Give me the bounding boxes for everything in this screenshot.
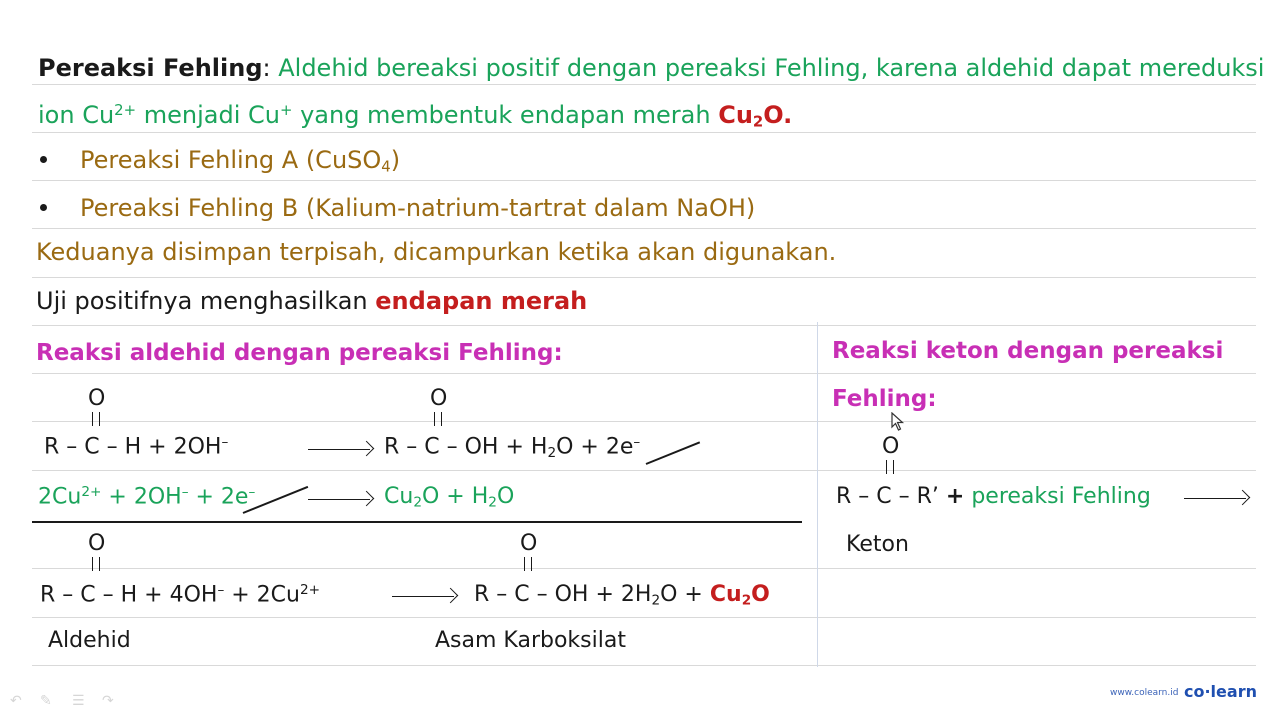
bullet-fehling-a: Pereaksi Fehling A (CuSO$_4$) [80, 146, 401, 176]
aldehyde-heading: Reaksi aldehid dengan pereaksi Fehling: [36, 340, 563, 366]
positive-test-line: Uji positifnya menghasilkan endapan merah [36, 287, 588, 315]
rule-line [32, 277, 1256, 278]
label-carboxylic-acid: Asam Karboksilat [435, 628, 626, 653]
double-bond [92, 557, 100, 571]
intro-line-2: ion $Cu^{2+}$ menjadi Cu+ yang membentuk endapan merah $Cu_2O$. [38, 101, 793, 131]
carbonyl-oxygen: O [520, 531, 538, 556]
ketone-heading-line-2: Fehling: [832, 386, 937, 412]
ketone-reaction: R – C – R’ + pereaksi Fehling [836, 484, 1151, 509]
storage-note: Keduanya disimpan terpisah, dicampurkan ketika akan digunakan. [36, 238, 837, 266]
intro-label: Pereaksi Fehling [38, 54, 263, 82]
reaction-2-reactants: $2Cu^{2+} + 2OH^- + 2e^-$ [38, 484, 256, 510]
intro-line-1: Pereaksi Fehling: Aldehid bereaksi positif dengan pereaksi Fehling, karena aldehid dapat mereduksi [38, 54, 1265, 82]
double-bond [524, 557, 532, 571]
bullet-dot [40, 156, 47, 163]
reaction-3-reactants: $R - C - H + 4OH^- + 2Cu^{2+}$ [40, 582, 321, 608]
rule-line [32, 180, 1256, 181]
rule-line [32, 421, 1256, 422]
rule-line [32, 373, 1256, 374]
double-bond [434, 412, 442, 426]
ketone-heading-line-1: Reaksi keton dengan pereaksi [832, 338, 1224, 364]
bullet-fehling-b: Pereaksi Fehling B (Kalium-natrium-tartrat dalam NaOH) [80, 194, 756, 222]
reaction-1-products: R – C – OH + $H_2O + 2e^-$ [384, 434, 641, 461]
pencil-icon[interactable]: ✎ [40, 693, 52, 709]
reaction-1-reactants: R – C – H + 2OH– [44, 434, 229, 460]
intro-text: Aldehid bereaksi positif dengan pereaksi Fehling, karena aldehid dapat mereduksi [270, 54, 1265, 82]
rule-line [32, 470, 1256, 471]
footer-url: www.colearn.id [1110, 688, 1179, 698]
rule-line [32, 325, 1256, 326]
rule-line [32, 568, 1256, 569]
rule-line [32, 617, 1256, 618]
carbonyl-oxygen: O [88, 531, 106, 556]
cancel-strike [646, 441, 701, 465]
double-bond [92, 412, 100, 426]
column-divider [817, 322, 818, 667]
positive-highlight: endapan merah [375, 287, 588, 315]
carbonyl-oxygen: O [430, 386, 448, 411]
mouse-cursor-icon [891, 412, 905, 432]
reaction-arrow [392, 596, 454, 597]
menu-icon[interactable]: ☰ [72, 693, 85, 709]
brand-logo: co·learn [1184, 682, 1257, 701]
bullet-dot [40, 204, 47, 211]
red-precipitate-formula: $Cu_2O$. [718, 101, 793, 131]
rule-line [32, 665, 1256, 666]
reaction-arrow [308, 449, 370, 450]
rule-line [32, 132, 1256, 133]
carbonyl-oxygen: O [882, 434, 900, 459]
carbonyl-oxygen: O [88, 386, 106, 411]
label-ketone: Keton [846, 532, 909, 557]
rule-line [32, 228, 1256, 229]
sum-line [32, 521, 802, 523]
reaction-2-products: $Cu_2O + H_2O$ [384, 484, 515, 511]
reaction-arrow [308, 499, 370, 500]
reaction-3-products: R – C – OH + $2H_2O + Cu_2O$ [474, 582, 770, 609]
label-aldehyde: Aldehid [48, 628, 131, 653]
red-precipitate-formula: $Cu_2O$ [709, 582, 770, 609]
reaction-arrow [1184, 498, 1246, 499]
pen-tool-icon[interactable]: ↶ [10, 693, 22, 709]
rule-line [32, 84, 1256, 85]
next-icon[interactable]: ↷ [102, 693, 114, 709]
double-bond [886, 460, 894, 474]
